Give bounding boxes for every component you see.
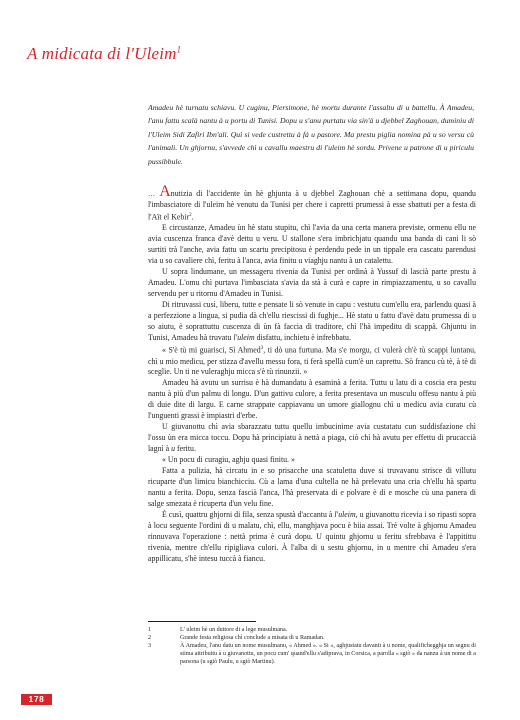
paragraph-1-end: .: [191, 212, 194, 222]
paragraph-6: Amadeu hà avutu un surrisu è hà dumandatu à esaminà a ferita. Tuttu u latu di a coscia era pestu nantu à più d'un palmu di longu. D'un gattivu culore, a ferita presentava un musculu offesu nantu à più di duie dite di largu. E carne strappate cappiavanu un umore giallognu chì u medicu avia curatu cù l'unguenti grassi è impiastri d'erbe.: [148, 378, 476, 421]
footnote-number: 3: [148, 643, 152, 650]
footnote-ref-3[interactable]: 3: [260, 345, 264, 351]
paragraph-9: Fatta a pulizia, hà circatu in e so prisacche una scatuletta duve si truvavanu strisce di villutu ricuparte d'un limicu bianchicciu. Cù a lama d'una cultella ne hà prelevatu una cria ch'ellu hà spartu nantu a ferita. Dopu, senza fascià l'anca, l'hà preservata di e polvare è di e mosche cù una panera di salge smezata è ricuperta d'un velu fine.: [148, 466, 476, 508]
title-footnote-ref[interactable]: 1: [176, 44, 182, 55]
paragraph-4: [148, 300, 476, 344]
footnote-text: À Amadeu, l'anu datu un nome musulmanu, « Ahmed ». « Si », aghjustatu davanti à u nome, qualifichegghja un segnu di stima attribuitu à u giuvanottu, un pocu cum' quand'ellu s'adiprava, in Corsica, a parolla « sgiò » da nanzu à un nome di a parsona (u sgiò Paulu, u sgiò Martinu).: [180, 643, 476, 666]
paragraph-4-end: disfattu, inchietu è infrebbatu.: [254, 333, 351, 342]
paragraph-5-end: , ti dò una furtuna. Ma s'e morgu, ci vulerà ch'è tù scappi luntanu, chì u mio medicu, per stizza d'avellu messu fora, ti ferà spellà cum'è un caprettu. Sò francu cù tè, à tè di sceglie. Un ti ne vuleraghju micca s'è tù rinunzii. »: [148, 345, 476, 377]
chapter-title: [27, 44, 181, 64]
paragraph-10: [148, 510, 476, 565]
footnote-3: [148, 642, 476, 666]
page-number: 178: [28, 694, 45, 704]
paragraph-4-italic: l'uleim: [233, 333, 255, 342]
chapter-title-text: A midicata di l'Uleim: [27, 44, 177, 63]
chapter-body: [148, 183, 476, 565]
paragraph-4-text: Di ritruvassi cusì, liberu, tutte e pensate li sò venute in capu : vestutu cum'ellu era, parlendu quasi à a perfezzione a lingua, si pudia dà ch'ellu riescissi di fughje... Hè statu u fattu d'avè datu prumessa di u so aiutu, è soprattuttu cuscenza di ùn fà faccia di traditore, chì l'hà impeditu di scappà. Ghjuntu in Tunisi, Amadeu hà truvatu: [148, 300, 476, 342]
paragraph-10-text: È cusì, quattru ghjorni di fila, senza spustà d'accantu à: [162, 509, 335, 519]
footnote-2: [148, 634, 476, 642]
footnote-number: 1: [148, 627, 152, 633]
ellipsis: …: [148, 190, 155, 198]
footnote-number: 2: [148, 635, 152, 642]
paragraph-7-text: U giuvanottu chì avia sbarazzatu tuttu quellu imbucinime avia custatatu cun suddisfazione chì l'ossu ùn era micca toccu. Dopu hà principiatu à nettà a piaga, ciò chì hà avutu per effettu di prucaccià lagnì à: [148, 422, 476, 454]
paragraph-3: U sopra lindumane, un messageru rivenia da Tunisi per ordinà à Yussuf di lascià parte prestu à Amadeu. L'omu chì purtava l'imbasciata s'avia da stà à curà e capre in rimpiazzamentu, u so cavallu servendu per u ritornu d'Amadeu in Tunisi.: [148, 267, 476, 299]
footnote-text: Grande festa religiosa chì conclude a misata di u Ramadan.: [180, 635, 325, 642]
footnote-ref-2[interactable]: 2: [189, 212, 192, 218]
paragraph-1: [148, 183, 476, 223]
page-number-badge: [21, 694, 52, 705]
paragraph-5-text: « S'è tù mi guarisci, Sì Ahmed: [162, 345, 261, 355]
paragraph-5: [148, 344, 476, 378]
paragraph-1-text: nutizia di l'accidente ùn hè ghjunta à u djebbel Zaghouan chè a settimana dopu, quandu l'imbasciatore di l'uleim hè venutu da Tunisi per chere i capretti prumessi à esse sbattuti per a festa di l'Aït el Kebir: [148, 189, 476, 222]
chapter-summary: Amadeu hè turnatu schiavu. U cuginu, Piersimone, hè mortu durante l'assaltu di u battellu. À Amadeu, l'anu fattu scalà nantu à u portu di Tunisi. Dopu u s'anu purtatu via sin'à u djebbel Zaghouan, duminiu di l'Uleim Sidi Zafiri Ibn'ali. Quì si vede custrettu à fà u pastore. Ma prestu piglia nomina pà u so versu cù l'animali. Un ghjornu, s'avvede chì u cavallu maestru di l'uleim hè sordu. Privene u patrone di u piriculu pussibbule.: [148, 103, 474, 166]
footnote-divider: [148, 621, 256, 622]
drop-cap: A: [159, 183, 171, 200]
paragraph-7-italic: u: [171, 444, 176, 454]
paragraph-10-italic: l'uleim: [334, 509, 356, 519]
footnote-text: L' uleim hè un duttore di a lege musulmana.: [180, 627, 288, 633]
footnote-1: [148, 626, 476, 634]
paragraph-10-end: , u giuvanottu ricevia i so ripasti sopra à locu seguente l'ordini di u malatu, chì, ellu, manghjava pocu è biia assai. Trè volte à ghjornu Amadeu rinnuvava l'operazione : nettà prima è curà dopu. U quintu ghjornu u feritu sfrebbava è l'appitittu rivenia, mentre ch'ellu ripigliava culori. À l'alba di u sestu ghjornu, in u mentre chì Amadeu s'era appillicatu, s'hè intesu tuccà à fiancu.: [148, 509, 476, 563]
paragraph-2: E circustanze, Amadeu ùn hè statu stupitu, chì l'avia da una certa manera previste, ormenu ellu ne avia cuscenza franca d'avè dettu u veru. U stallone s'era imbrichjatu quandu una banda di cani li sò surtiti trà l'anche, avia fattu un scartu precipitosu è perdendu pede in un tippale era cascatu parendusi via u so cavaliere chì, feritu à l'anca, avia finitu u viaghju nantu à un catalettu.: [148, 223, 476, 266]
paragraph-7: [148, 422, 476, 455]
paragraph-8: « Un pocu di curagiu, aghju quasi finitu. »: [162, 455, 295, 465]
footnotes: [148, 626, 476, 666]
paragraph-7-end: feritu.: [175, 444, 196, 454]
